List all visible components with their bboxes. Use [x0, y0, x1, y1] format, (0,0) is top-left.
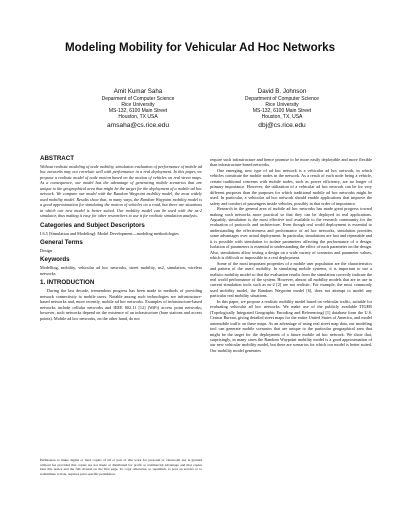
right-column	[210, 157, 372, 353]
author-email: amsaha@cs.rice.edu	[106, 122, 170, 130]
author-university: Rice University	[121, 102, 155, 109]
paper-title: Modeling Mobility for Vehicular Ad Hoc Networks	[64, 41, 336, 54]
categories-text: I.6.5 [Simulation and Modeling]: Model Development—modeling methodologies	[40, 230, 179, 236]
author-department: Department of Computer Science	[244, 96, 320, 102]
author-address: MS-132, 6100 Main Street	[108, 108, 168, 115]
author-name: David B. Johnson	[257, 88, 307, 95]
body-paragraph: In this paper, we propose a realistic mobility model based on vehicular traffic, suitable for evaluating vehicular ad hoc networks. We make use of the publicly available TIGER (Topologically Integrated Geographic Encoding and Referencing) [1] database from the U.S. Census Bureau, giving detailed street maps for the entire United States of America, and model automobile traffic on these maps. As an advantage of using real street map data, our modeling tool can generate mobile scenarios that are unique to the particular geographical area that might be the target for the deployment of a future mobile ad hoc network. We show that, surprisingly, in many cases the Random Waypoint mobility model is a good approximation of our new vehicular mobility model, but there are scenarios for which our model is better suited. Our mobility model generates	[210, 298, 372, 353]
body-paragraph: One emerging, new type of ad hoc network is a vehicular ad hoc network, in which vehicles constitute the mobile nodes in the network. As a result of each node being a vehicle, certain traditional concerns with mobile nodes, such as power efficiency, are no longer of primary importance. However, the utilization of a vehicular ad hoc network can be for very different purposes than the purposes for which traditional mobile ad hoc networks might be used. In particular, a vehicular ad hoc network should enable applications that improve the safety and comfort of passengers inside vehicles, possibly in that order of importance.	[210, 167, 372, 206]
author-email: dbj@cs.rice.edu	[258, 122, 306, 130]
author-name: Amit Kumar Saha	[113, 88, 163, 95]
categories-heading: Categories and Subject Descriptors	[40, 221, 145, 229]
author-block-2	[207, 87, 357, 131]
abstract-text: Without realistic modeling of node mobility, simulation evaluation of performance of mobile ad hoc networks may not correlate well with performance in a real deployment. In this paper, we propose a realistic model of node motion based on the motion of vehicles on real street maps. As a consequence, our model has the advantage of generating mobile scenarios that are unique to the geographical area that might be the target for the deployment of a mobile ad hoc network. We compare our model with the Random Waypoint mobility model, the most widely used mobility model. Results show that, in many ways, the Random Waypoint mobility model is a good approximation for simulating the motion of vehicles on a road, but there are situations in which our new model is better suited. Our mobility model can be used with the ns-2 simulator, thus making it easy for other researchers to use it for realistic simulation analysis.	[40, 164, 202, 219]
author-city: Houston, TX USA	[118, 114, 158, 121]
keywords-text: Modelling, mobility, vehicular ad hoc networks, street mobility, ns2, simulation, wireless networks	[40, 265, 202, 276]
author-city: Houston, TX, USA	[261, 114, 303, 121]
body-paragraph: require such infrastructure and hence promise to be more easily deployable and more flexible than infrastructure-based networks.	[210, 157, 372, 168]
body-paragraph: Research in the general area of mobile ad hoc networks has made great progress toward making such networks more practical so that they can be deployed in real applications. Arguably, simulation is the most effective tool available to the research community for the evaluation of protocols and architecture. Even though real world deployment is essential to understanding the effectiveness and performance of ad hoc networks, simulation provides some advantages over actual deployment. In particular, simulations are fast and repeatable and it is possible with simulation to isolate parameters affecting the performance of a design. Isolation of parameters is essential to understanding the effect of each parameter on the design. Also, simulations allow testing a design on a wide variety of scenarios and parameter values, which is difficult or impossible in a real deployment.	[210, 206, 372, 261]
introduction-text: During the last decade, tremendous progress has been made in methods of providing network connectivity to mobile users. Notable among such technologies are infrastructure-based networks and, more recently, mobile ad hoc networks. Examples of infrastructure-based networks include cellular networks and IEEE 802.11 [12] (WiFi) access point networks; however, such networks depend on the existence of an infrastructure (base stations and access points). Mobile ad hoc networks, on the other hand, do not	[40, 288, 202, 321]
general-terms-heading: General Terms	[40, 238, 83, 246]
author-address: MS-132, 6100 Main Street	[252, 108, 312, 115]
abstract-heading: ABSTRACT	[40, 155, 75, 162]
keywords-heading: Keywords	[40, 256, 70, 264]
general-terms-text: Design	[40, 247, 53, 253]
permission-footnote: Permission to make digital or hard copies of all or part of this work for personal or classroom use is granted without fee provided that copies are not made or distributed for profit or commercial advantage and that copies bear this notice and the full citation on the first page. To copy otherwise, to republish, to post on servers or to redistribute to lists, requires prior specific permission.	[40, 458, 202, 476]
body-paragraph: Some of the most important properties of a mobile user population are the characteristics and pattern of the users' mobility. In simulating mobile systems, it is important to use a realistic mobility model so that the evaluation results from the simulation correctly indicate the real world performance of the system. However, almost all mobility models that are in use in current simulation tools such as ns-2 [2] are not realistic. For example, the most commonly used mobility model, the Random Waypoint model [6], does not attempt to model any particular real mobility situations.	[210, 260, 372, 299]
author-university: Rice University	[265, 102, 299, 109]
left-column	[40, 155, 202, 321]
author-block-1	[63, 87, 213, 131]
introduction-heading: 1. INTRODUCTION	[40, 279, 95, 287]
author-department: Deparment of Computer Science	[101, 96, 175, 102]
